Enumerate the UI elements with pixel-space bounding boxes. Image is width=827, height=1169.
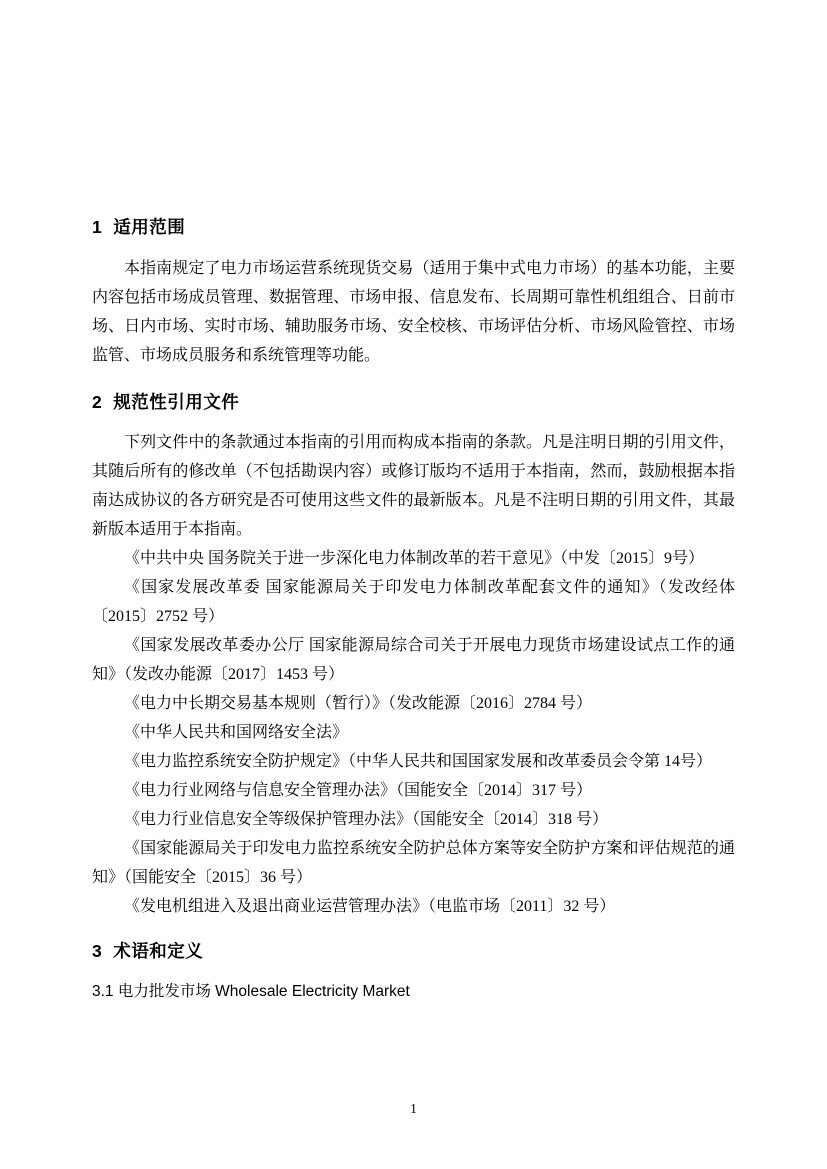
reference-item: 《国家能源局关于印发电力监控系统安全防护总体方案等安全防护方案和评估规范的通知》（国能安全〔2015〕36 号） [92, 840, 735, 886]
section-1-number: 1 [92, 217, 103, 237]
reference-item: 《电力监控系统安全防护规定》（中华人民共和国国家发展和改革委员会令第 14号） [124, 753, 713, 770]
section-2-title: 规范性引用文件 [113, 391, 240, 412]
subsection-3-1-title: 电力批发市场 Wholesale Electricity Market [117, 982, 410, 1000]
reference-item: 《中共中央 国务院关于进一步深化电力体制改革的若干意见》（中发〔2015〕9号） [124, 550, 705, 567]
reference-item: 《电力行业信息安全等级保护管理办法》（国能安全〔2014〕318 号） [124, 811, 609, 828]
reference-item: 《发电机组进入及退出商业运营管理办法》（电监市场〔2011〕32 号） [124, 898, 616, 915]
section-2 [92, 390, 735, 922]
section-1-title: 适用范围 [113, 217, 186, 237]
section-1-heading [92, 215, 735, 240]
section-1-paragraph: 本指南规定了电力市场运营系统现货交易（适用于集中式电力市场）的基本功能，主要内容包括市场成员管理、数据管理、市场申报、信息发布、长周期可靠性机组组合、日前市场、日内市场、实时市场、辅助服务市场、安全校核、市场评估分析、市场风险管控、市场监管、市场成员服务和系统管理等功能。 [92, 259, 735, 364]
section-2-heading [92, 390, 735, 415]
section-3-heading [92, 939, 735, 964]
reference-item: 《电力行业网络与信息安全管理办法》（国能安全〔2014〕317 号） [124, 782, 593, 799]
section-3 [92, 939, 735, 1003]
section-1 [92, 215, 735, 370]
section-3-title: 术语和定义 [113, 941, 204, 961]
reference-item: 《电力中长期交易基本规则（暂行）》（发改能源〔2016〕2784 号） [124, 695, 593, 712]
reference-item: 《中华人民共和国网络安全法》 [124, 724, 349, 741]
subsection-3-1-number: 3.1 [92, 982, 114, 1000]
section-3-number: 3 [92, 941, 103, 961]
reference-list [92, 544, 735, 921]
reference-item: 《国家发展改革委 国家能源局关于印发电力体制改革配套文件的通知》（发改经体〔2015〕2752 号） [92, 579, 735, 625]
subsection-3-1-heading [92, 980, 735, 1003]
section-2-number: 2 [92, 391, 103, 412]
page-number: 1 [410, 1101, 417, 1116]
section-2-paragraph: 下列文件中的条款通过本指南的引用而构成本指南的条款。凡是注明日期的引用文件，其随后所有的修改单（不包括勘误内容）或修订版均不适用于本指南，然而，鼓励根据本指南达成协议的各方研究是否可使用这些文件的最新版本。凡是不注明日期的引用文件，其最新版本适用于本指南。 [92, 434, 735, 538]
reference-item: 《国家发展改革委办公厅 国家能源局综合司关于开展电力现货市场建设试点工作的通知》（发改办能源〔2017〕1453 号） [92, 637, 735, 683]
